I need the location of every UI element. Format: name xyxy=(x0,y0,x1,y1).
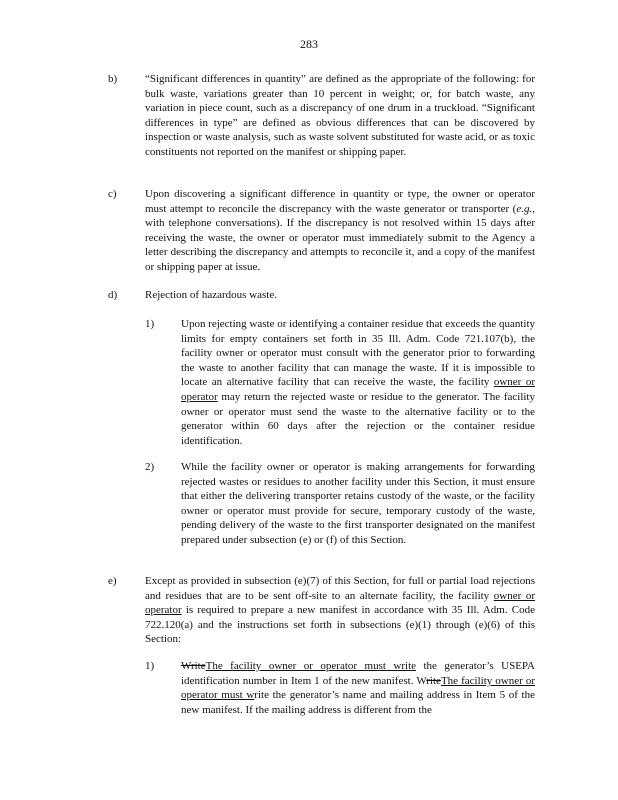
paragraph-c xyxy=(145,187,535,275)
paragraph-label-b: b) xyxy=(108,73,118,85)
subparagraph-d1-text-1: Upon rejecting waste or identifying a container residue that exceeds the quantity limits for empty containers set forth in 35 Ill. Adm. Code 721.107(b), the facility owner or operator must consult with the generator prior to forwarding the waste to another facility that can manage the waste. If it is impossible to locate an alternative facility that can receive the waste, the facility xyxy=(181,318,536,389)
subparagraph-d2: While the facility owner or operator is making arrangements for forwarding rejected wastes or residues to another facility under this Section, it must ensure that either the delivering transporter retains custody of the waste, or the facility owner or operator must provide for secure, temporary custody of the waste, pending delivery of the waste to the first transporter designated on the manifest prepared under subsection (e) or (f) of this Section. xyxy=(181,461,535,546)
subparagraph-label-d1: 1) xyxy=(145,318,155,330)
inserted-text: owner or operator xyxy=(145,589,535,617)
subparagraph-e1-text-2: rite the generator’s name and mailing address in Item 5 of the new manifest. If the mailing address is different from the xyxy=(181,689,535,716)
subparagraph-e1 xyxy=(181,659,535,717)
paragraph-label-c: c) xyxy=(108,188,117,200)
paragraph-e-text-2: is required to prepare a new manifest in accordance with 35 Ill. Adm. Code 722.120(a) and the instructions set forth in subsections (e)(1) through (e)(6) of this Section: xyxy=(145,604,535,646)
paragraph-b: “Significant differences in quantity” are defined as the appropriate of the following: for bulk waste, variations greater than 10 percent in weight; or, for batch waste, any variation in piece count, such as a discrepancy of one drum in a truckload. “Significant differences in type” are defined as obvious differences that can be discovered by inspection or waste analysis, such as waste solvent substituted for waste acid, or as toxic constituents not reported on the manifest or shipping paper. xyxy=(145,73,535,158)
paragraph-label-e: e) xyxy=(108,575,117,587)
paragraph-c-text-2: , with telephone conversations). If the discrepancy is not resolved within 15 days after receiving the waste, the owner or operator must immediately submit to the Agency a letter describing the discrepancy and attempts to reconcile it, and a copy of the manifest or shipping paper at issue. xyxy=(145,202,535,273)
paragraph-e-text-1: Except as provided in subsection (e)(7) of this Section, for full or partial load rejections and residues that are to be sent off-site to an alternate facility, the facility xyxy=(145,575,535,602)
subparagraph-label-d2: 2) xyxy=(145,461,155,473)
deleted-text: Write xyxy=(181,660,206,672)
paragraph-d-heading: Rejection of hazardous waste. xyxy=(145,289,277,301)
paragraph-c-text-1: Upon discovering a significant difference in quantity or type, the owner or operator must attempt to reconcile the discrepancy with the waste generator or transporter ( xyxy=(145,188,535,215)
paragraph-e xyxy=(145,574,535,647)
deleted-text: W xyxy=(416,674,427,687)
subparagraph-label-e1: 1) xyxy=(145,660,155,672)
page-number: 283 xyxy=(300,37,318,51)
subparagraph-d1 xyxy=(181,317,535,448)
deleted-text: rite xyxy=(426,674,441,687)
inserted-text: The facility owner or operator must w xyxy=(181,674,536,702)
paragraph-c-eg: e.g. xyxy=(516,202,533,215)
paragraph-label-d: d) xyxy=(108,289,118,301)
subparagraph-d1-text-2: may return the rejected waste or residue to the generator. The facility owner or operator must send the waste to the alternative facility or to the generator within 60 days after the rejection or the container residue identification. xyxy=(181,390,535,447)
inserted-text: The facility owner or operator must write xyxy=(205,660,417,672)
subparagraph-e1-text-1: the generator’s USEPA identification number in Item 1 of the new manifest. xyxy=(181,660,535,687)
inserted-text: owner or operator xyxy=(181,376,535,403)
